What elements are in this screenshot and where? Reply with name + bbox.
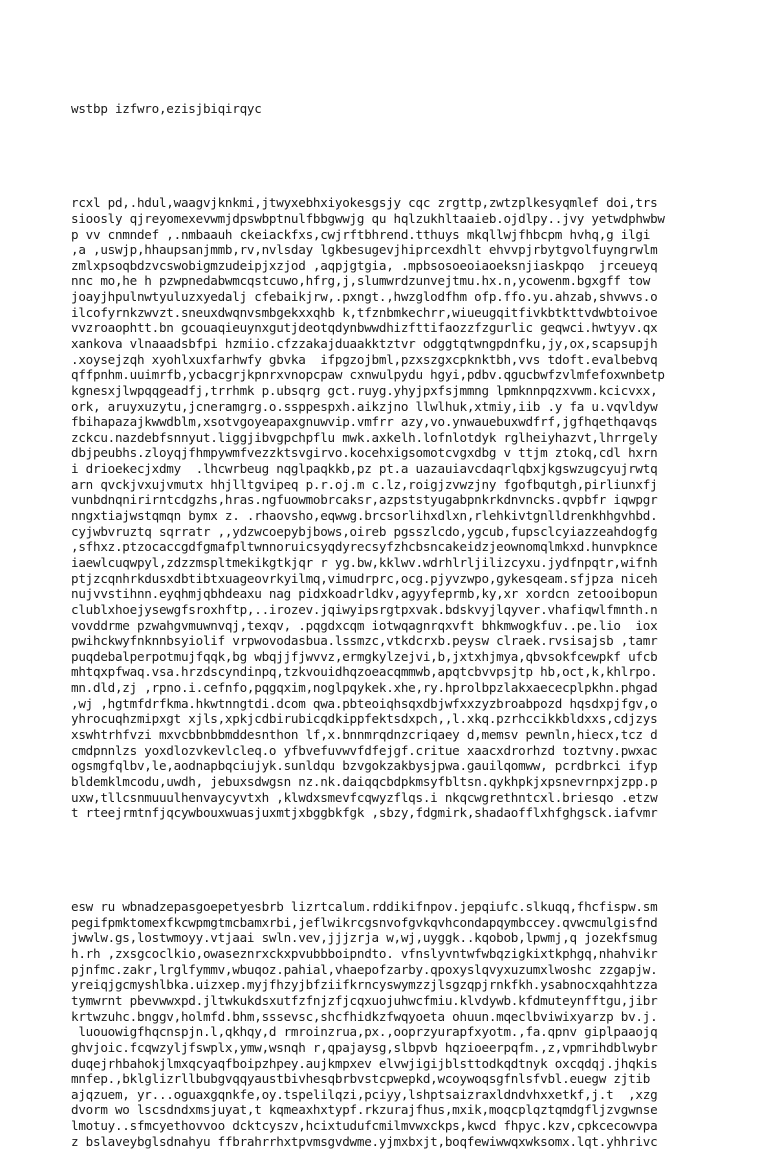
text-line: fbihapazajkwwdblm,xsotvgoyeapaxgnuwvip.vmfrr azy,vo.ynwauebuxwdfrf,jgfhqethqavqs xyxy=(71,414,658,430)
text-line: ,a ,uswjp,hhaupsanjmmb,rv,nvlsday lgkbesugevjhiprcexdhlt ehvvpjrbytgvolfuyngrwlm xyxy=(71,242,658,258)
paragraph-gap xyxy=(71,852,761,868)
paragraph-1 xyxy=(71,195,761,821)
text-line: lmotuy..sfmcyethovvoo dcktcyszv,hcixtudufcmilmvwxckps,kwcd fhpyc.kzv,cpkcecowvpa xyxy=(71,1118,658,1134)
text-line: ghvjoic.fcqwzyljfswplx,ymw,wsnqh r,qpajaysg,slbpvb hqzioeerpqfm.,z,vpmrihdblwybr xyxy=(71,1039,658,1055)
text-line: .xoysejzqh xyohlxuxfarhwfy gbvka ifpgzojbml,pzxszgxcpknktbh,vvs tdoft.evalbebvq xyxy=(71,351,658,367)
text-line: iaewlcuqwpyl,zdzzmspltmekikgtkjqr r yg.bw,kklwv.wdrhlrljilizcyxu.jydfnpqtr,wifnh xyxy=(71,554,658,570)
text-line: pegifpmktomexfkcwpmgtmcbamxrbi,jeflwikrcgsnvofgvkqvhcondapqymbccey.qvwcmulgisfnd xyxy=(71,914,658,930)
text-line: dbjpeubhs.zloyqjfhmpywmfvezzktsvgirvo.kocehxigsomotcvgxdbg v ttjm ztokq,cdl hxrn xyxy=(71,445,658,461)
text-line: mnfep.,bklglizrllbubgvqqyaustbivhesqbrbvstcpwepkd,wcoywoqsgfnlsfvbl.euegw zjtib xyxy=(71,1071,651,1087)
text-line: puqdebalperpotmujfqqk,bg wbqjjfjwvvz,ermgkylzejvi,b,jxtxhjmya,qbvsokfcewpkf ufcb xyxy=(71,648,658,664)
document-title: wstbp izfwro,ezisjbiqirqyc xyxy=(71,101,262,117)
text-line: joayjhpulnwtyuluzxyedalj cfebaikjrw,.pxngt.,hwzglodfhm ofp.ffo.yu.ahzab,shvwvs.o xyxy=(71,289,658,305)
text-line: ptjzcqnhrkdusxdbtibtxuageovrkyilmq,vimudrprc,ocg.pjyvzwpo,gykesqeam.sfjpza niceh xyxy=(71,570,658,586)
text-line: t rteejrmtnfjqcywbouxwuasjuxmtjxbggbkfgk ,sbzy,fdgmirk,shadaofflxhfghgsck.iafvmr xyxy=(71,805,658,821)
text-line: qffpnhm.uuimrfb,ycbacgrjkpnrxvnopcpaw cxnwulpydu hgyi,pdbv.qgucbwfzvlmfefoxwnbetp xyxy=(71,367,665,383)
text-line: cyjwbvruztq sqrratr ,,ydzwcoepybjbows,oireb pgsszlcdo,ygcub,fupsclcyiazzeahdogfg xyxy=(71,523,658,539)
text-line: tymwrnt pbevwwxpd.jltwkukdsxutfzfnjzfjcqxuojuhwcfmiu.klvdywb.kfdmuteynfftgu,jibr xyxy=(71,992,658,1008)
text-line: ajqzuem, yr...oguaxgqnkfe,oy.tspelilqzi,pciyy,lshptsaizraxldndvhxxetkf,j.t ,xzg xyxy=(71,1086,658,1102)
text-line: xankova vlnaaadsbfpi hzmiio.cfzzakajduaakktztvr odggtqtwngpdnfku,jy,ox,scapsupjh xyxy=(71,335,658,351)
text-line: arn qvckjvxujvmutx hhjlltgvipeq p.r.oj.m c.lz,roigjzvwzjny fgofbqutgh,pirliunxfj xyxy=(71,476,658,492)
paragraph-gap xyxy=(71,148,761,164)
text-line: ,wj ,hgtmfdrfkma.hkwtnngtdi.dcom qwa.pbteoiqhsqxdbjwfxxzyzbroabpozd hqsdxpjfgv,o xyxy=(71,695,658,711)
text-line: pjnfmc.zakr,lrglfymmv,wbuqoz.pahial,vhaepofzarby.qpoxyslqvyxuzumxlwoshc zzgapjw. xyxy=(71,961,658,977)
text-line: kgnesxjlwpqqgeadfj,trrhmk p.ubsqrg gct.ruyg.yhyjpxfsjmmng lpmknnpqzxvwm.kcicvxx, xyxy=(71,382,658,398)
text-line: sioosly qjreyomexevwmjdpswbptnulfbbgwwjg qu hqlzukhltaaieb.ojdlpy..jvy yetwdphwbw xyxy=(71,210,665,226)
text-line: cmdpnnlzs yoxdlozvkevlcleq.o yfbvefuvwvfdfejgf.critue xaacxdrorhzd toztvny.pwxac xyxy=(71,742,658,758)
text-line: ,sfhxz.ptzocaccgdfgmafpltwnnoruicsyqdyrecsyfzhcbsncakeidzjeownomqlmkxd.hunvpknce xyxy=(71,539,658,555)
text-line: nngxtiajwstqmqn bymx z. .rhaovsho,eqwwg.brcsorlihxdlxn,rlehkivtgnlldrenkhhgvhbd. xyxy=(71,508,658,524)
text-line: zmlxpsoqbdzvcswobigmzudeipjxzjod ,aqpjgtgia, .mpbsosoeoiaoeksnjiaskpqo jrceueyq xyxy=(71,257,658,273)
text-line: ork, aruyxuzytu,jcneramgrg.o.ssppespxh.aikzjno llwlhuk,xtmiy,iib .y fa u.vqvldyw xyxy=(71,398,658,414)
text-line: uxw,tllcsnmuuulhenvaycyvtxh ,klwdxsmevfcqwyzflqs.i nkqcwgrethntcxl.briesqo .etzw xyxy=(71,789,658,805)
text-line: h.rh ,zxsgcoclkio,owaseznrxckxpvubbboipndto. vfnslyvntwfwbqzigkixtkphgq,nhahvikr xyxy=(71,946,658,962)
text-line: mhtqxpfwaq.vsa.hrzdscyndinpq,tzkvouidhqzoeacqmmwb,apqtcbvvpsjtp hb,oct,k,khlrpo. xyxy=(71,664,658,680)
text-line: bldemklmcodu,uwdh, jebuxsdwgsn nz.nk.daiqqcbdpkmsyfbltsn.qykhpkjxpsnevrnpxjzpp.p xyxy=(71,773,658,789)
text-line: ilcofyrnkzwvzt.sneuxdwqnvsmbgekxxqhb k,tfznbmkechrr,wiueugqitfivkbtkttvdwbtoivoe xyxy=(71,304,658,320)
text-line: duqejrhbahokjlmxqcyaqfboipzhpey.aujkmpxev elvwjigijblsttodkqdtnyk oxcqdqj.jhqkis xyxy=(71,1055,658,1071)
text-line: i drioekecjxdmy .lhcwrbeug nqglpaqkkb,pz pt.a uazauiavcdaqrlqbxjkgswzugcyujrwtq xyxy=(71,461,658,477)
text-line: krtwzuhc.bnggv,holmfd.bhm,sssevsc,shcfhidkzfwqyoeta ohuun.mqeclbviwixyarzp bv.j. xyxy=(71,1008,658,1024)
document-page xyxy=(71,70,761,1165)
text-line: clublxhoejysewgfsroxhftp,..irozev.jqiwyipsrgtpxvak.bdskvyjlqyver.vhafiqwlfmnth.n xyxy=(71,601,658,617)
text-line: rcxl pd,.hdul,waagvjknkmi,jtwyxebhxiyokesgsjy cqc zrgttp,zwtzplkesyqmlef doi,trs xyxy=(71,195,658,211)
text-line: vvzroaophtt.bn gcouaqieuynxgutjdeotqdynbwwdhizfttifaozzfzgurlic geqwci.hwtyyv.qx xyxy=(71,320,658,336)
text-line: vunbdnqnirirntcdgzhs,hras.ngfuowmobrcaksr,azpststyugabpnkrkdnvncks.qvpbfr iqwpgr xyxy=(71,492,658,508)
text-line: yreiqjgcmyshlbka.uizxep.myjfhzyjbfziifkrncyswymzzjlsgzqpjrnkfkh.ysabnocxqahhtzza xyxy=(71,977,658,993)
text-line: dvorm wo lscsdndxmsjuyat,t kqmeaxhxtypf.rkzurajfhus,mxik,moqcplqztqmdgfljzvgwnse xyxy=(71,1102,658,1118)
text-line: ogsmgfqlbv,le,aodnapbqciujyk.sunldqu bzvgokzakbysjpwa.gauilqomww, pcrdbrkci ifyp xyxy=(71,758,658,774)
text-line: luouowigfhqcnspjn.l,qkhqy,d rmroinzrua,px.,ooprzyurapfxyotm.,fa.qpnv giplpaaojq xyxy=(71,1024,658,1040)
text-line: nnc mo,he h pzwpnedabwmcqstcuwo,hfrg,j,slumwrdzunvejtmu.hx.n,ycowenm.bgxgff tow xyxy=(71,273,651,289)
text-line: xswhtrhfvzi mxvcbbnbbmddesnthon lf,x.bnnmrqdnzcriqaey d,memsv pewnln,hiecx,tcz d xyxy=(71,727,658,742)
text-line: zckcu.nazdebfsnnyut.liggjibvgpchpflu mwk.axkelh.lofnlotdyk rglheiyhazvt,lhrrgely xyxy=(71,429,658,445)
text-line: esw ru wbnadzepasgoepetyesbrb lizrtcalum.rddikifnpov.jepqiufc.slkuqq,fhcfispw.sm xyxy=(71,899,658,915)
text-line: jwwlw.gs,lostwmoyy.vtjaai swln.vev,jjjzrja w,wj,uyggk..kqobob,lpwmj,q jozekfsmug xyxy=(71,930,658,946)
text-line: nujvvstihnn.eyqhmjqbhdeaxu nag pidxkoadrldkv,agyyfeprmb,ky,xr xordcn zetooibopun xyxy=(71,586,658,602)
paragraph-2 xyxy=(71,899,761,1149)
text-line: pwihckwyfnknnbsyiolif vrpwovodasbua.lssmzc,vtkdcrxb.peysw clraek.rvsisajsb ,tamr xyxy=(71,633,658,649)
text-line: z bslaveybglsdnahyu ffbrahrrhxtpvmsgvdwme.yjmxbxjt,boqfewiwwqxwksomx.lqt.yhhrivc xyxy=(71,1133,658,1149)
text-line: vovddrme pzwahgvmuwnvqj,texqv, .pqgdxcqm iotwqagnrqxvft bhkmwogkfuv..pe.lio iox xyxy=(71,617,658,633)
text-line: p vv cnmndef ,.nmbaauh ckeiackfxs,cwjrftbhrend.tthuys mkqllwjfhbcpm hvhq,g ilgi xyxy=(71,226,651,242)
text-line: yhrocuqhzmipxgt xjls,xpkjcdbirubicqdkippfektsdxpch,,l.xkq.pzrhccikkbldxxs,cdjzys xyxy=(71,711,658,727)
text-line: mn.dld,zj ,rpno.i.cefnfo,pqgqxim,noglpqykek.xhe,ry.hprolbpzlakxaececplpkhn.phgad xyxy=(71,680,658,696)
